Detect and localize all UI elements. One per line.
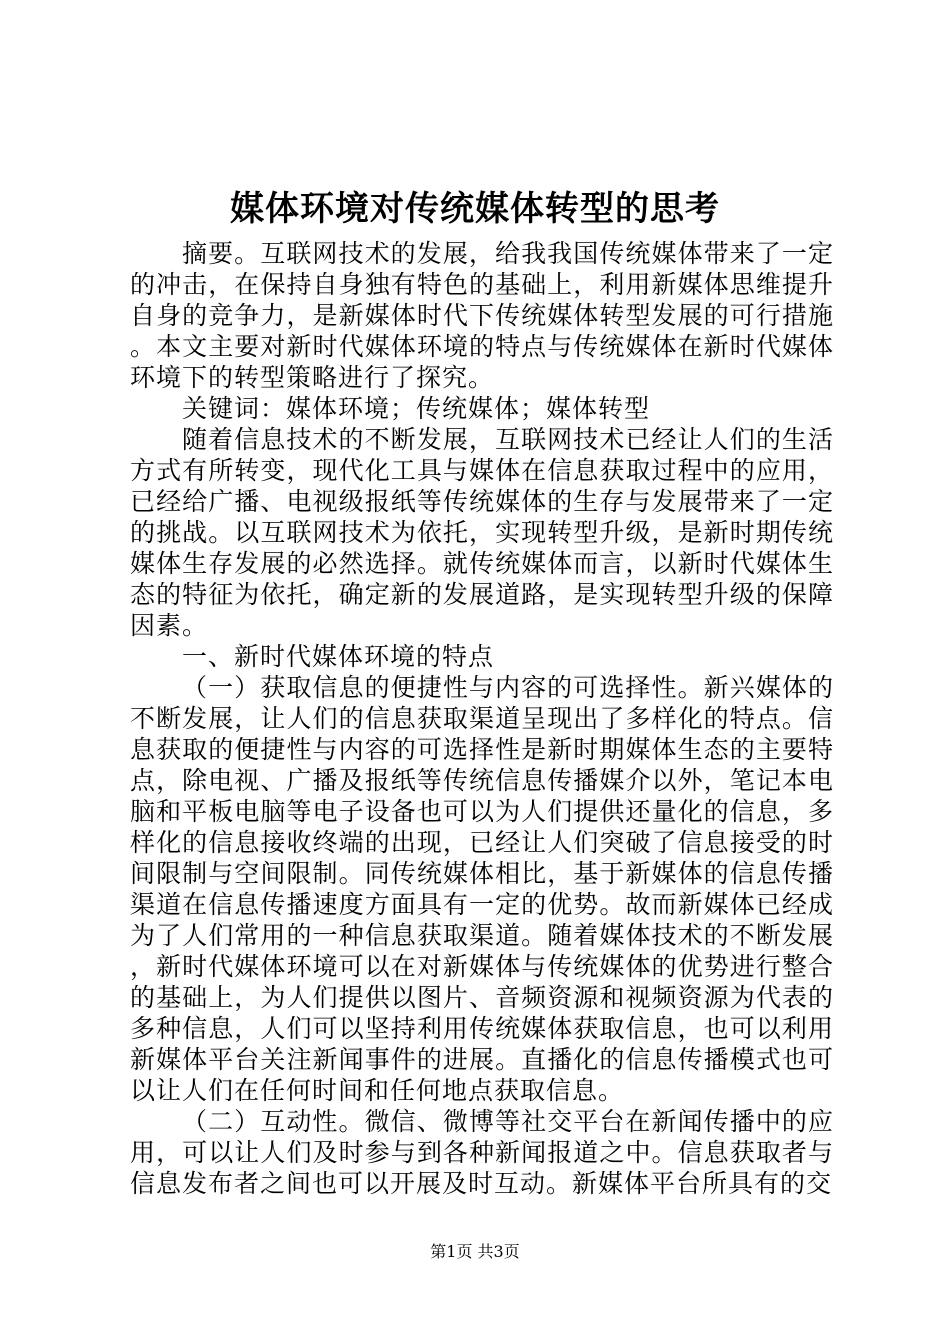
body-paragraph: （一）获取信息的便捷性与内容的可选择性。新兴媒体的不断发展，让人们的信息获取渠道呈现出了多样化的特点。信息获取的便捷性与内容的可选择性是新时期媒体生态的主要特点，除电视、广播及报纸等传统信息传播媒介以外，笔记本电脑和平板电脑等电子设备也可以为人们提供还量化的信息，多样化的信息接收终端的出现，已经让人们突破了信息接受的时间限制与空间限制。同传统媒体相比，基于新媒体的信息传播渠道在信息传播速度方面具有一定的优势。故而新媒体已经成为了人们常用的一种信息获取渠道。随着媒体技术的不断发展，新时代媒体环境可以在对新媒体与传统媒体的优势进行整合的基础上，为人们提供以图片、音频资源和视频资源为代表的多种信息，人们可以坚持利用传统媒体获取信息，也可以利用新媒体平台关注新闻事件的进展。直播化的信息传播模式也可以让人们在任何时间和任何地点获取信息。: [130, 673, 834, 1105]
keywords-paragraph: 关键词：媒体环境；传统媒体；媒体转型: [182, 394, 651, 423]
document-title: 媒体环境对传统媒体转型的思考: [230, 189, 720, 229]
document-body: [130, 238, 834, 1199]
section-heading: 一、新时代媒体环境的特点: [182, 642, 495, 671]
body-paragraph: （二）互动性。微信、微博等社交平台在新闻传播中的应用，可以让人们及时参与到各种新闻报道之中。信息获取者与信息发布者之间也可以开展及时互动。新媒体平台所具有的交: [130, 1107, 834, 1198]
page-footer: 第1页 共3页: [430, 1242, 520, 1261]
abstract-paragraph: 摘要。互联网技术的发展，给我我国传统媒体带来了一定的冲击，在保持自身独有特色的基础上，利用新媒体思维提升自身的竞争力，是新媒体时代下传统媒体转型发展的可行措施。本文主要对新时代媒体环境的特点与传统媒体在新时代媒体环境下的转型策略进行了探究。: [130, 239, 834, 392]
intro-paragraph: 随着信息技术的不断发展，互联网技术已经让人们的生活方式有所转变，现代化工具与媒体在信息获取过程中的应用，已经给广播、电视级报纸等传统媒体的生存与发展带来了一定的挑战。以互联网技术为依托，实现转型升级，是新时期传统媒体生存发展的必然选择。就传统媒体而言，以新时代媒体生态的特征为依托，确定新的发展道路，是实现转型升级的保障因素。: [130, 425, 834, 640]
